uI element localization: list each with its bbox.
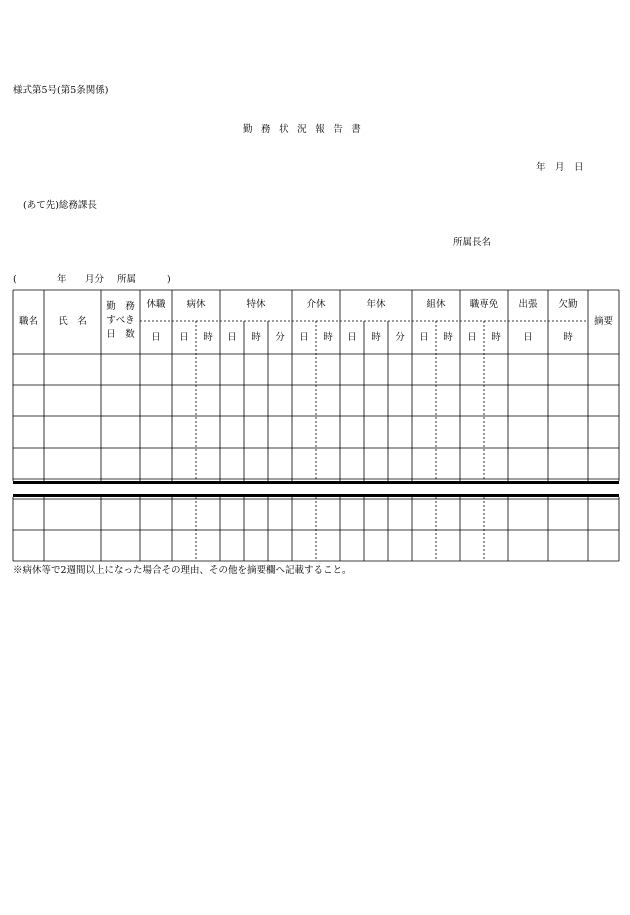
unit-kumikyu-day: 日 [419, 332, 429, 343]
unit-shokusenmen-hour: 時 [491, 332, 501, 343]
unit-shutcho-day: 日 [523, 332, 533, 343]
header-kaikyu: 介休 [306, 299, 326, 310]
footnote: ※病休等で2週間以上になった場合その理由、その他を摘要欄へ記載すること。 [13, 565, 352, 576]
period-month: 月分 [85, 274, 105, 285]
unit-shokusenmen-day: 日 [467, 332, 477, 343]
unit-kyushoku-day: 日 [151, 332, 161, 343]
section-separator-bar [13, 494, 619, 497]
section-separator-bar [13, 481, 619, 484]
unit-nenkyu-hour: 時 [371, 332, 381, 343]
header-kekkin: 欠勤 [558, 299, 578, 310]
period-open: ( [13, 274, 17, 285]
unit-tokkyu-minute: 分 [275, 332, 285, 343]
form-number: 様式第5号(第5条関係) [13, 85, 109, 96]
unit-byokyu-day: 日 [179, 332, 189, 343]
unit-kumikyu-hour: 時 [443, 332, 453, 343]
header-byokyu: 病休 [186, 299, 206, 310]
period-year: 年 [57, 274, 67, 285]
header-shokumei: 職名 [18, 316, 38, 327]
unit-tokkyu-hour: 時 [251, 332, 261, 343]
header-shutcho: 出張 [518, 299, 538, 310]
unit-nenkyu-day: 日 [347, 332, 357, 343]
header-tekiyo: 摘要 [593, 316, 613, 327]
header-kyushoku: 休職 [146, 299, 166, 310]
header-shimei: 氏 名 [58, 316, 87, 327]
header-shokusenmen: 職専免 [469, 299, 499, 310]
addressee: (あて先)総務課長 [23, 200, 97, 211]
unit-kekkin-hour: 時 [563, 332, 573, 343]
document-title: 勤務状況報告書 [243, 124, 370, 135]
header-nenkyu: 年休 [366, 299, 386, 310]
header-workdays-3: 日 数 [106, 329, 135, 340]
header-tokkyu: 特休 [246, 299, 266, 310]
period-close: ) [167, 274, 171, 285]
date-field: 年 月 日 [536, 162, 584, 173]
unit-kaikyu-day: 日 [299, 332, 309, 343]
unit-byokyu-hour: 時 [203, 332, 213, 343]
head-of-office-label: 所属長名 [453, 237, 492, 248]
header-workdays-2: すべき [106, 315, 135, 326]
unit-kaikyu-hour: 時 [323, 332, 333, 343]
unit-tokkyu-day: 日 [227, 332, 237, 343]
header-workdays-1: 勤 務 [106, 301, 135, 312]
header-kumikyu: 組休 [426, 299, 446, 310]
unit-nenkyu-minute: 分 [395, 332, 405, 343]
period-affiliation: 所属 [117, 274, 137, 285]
